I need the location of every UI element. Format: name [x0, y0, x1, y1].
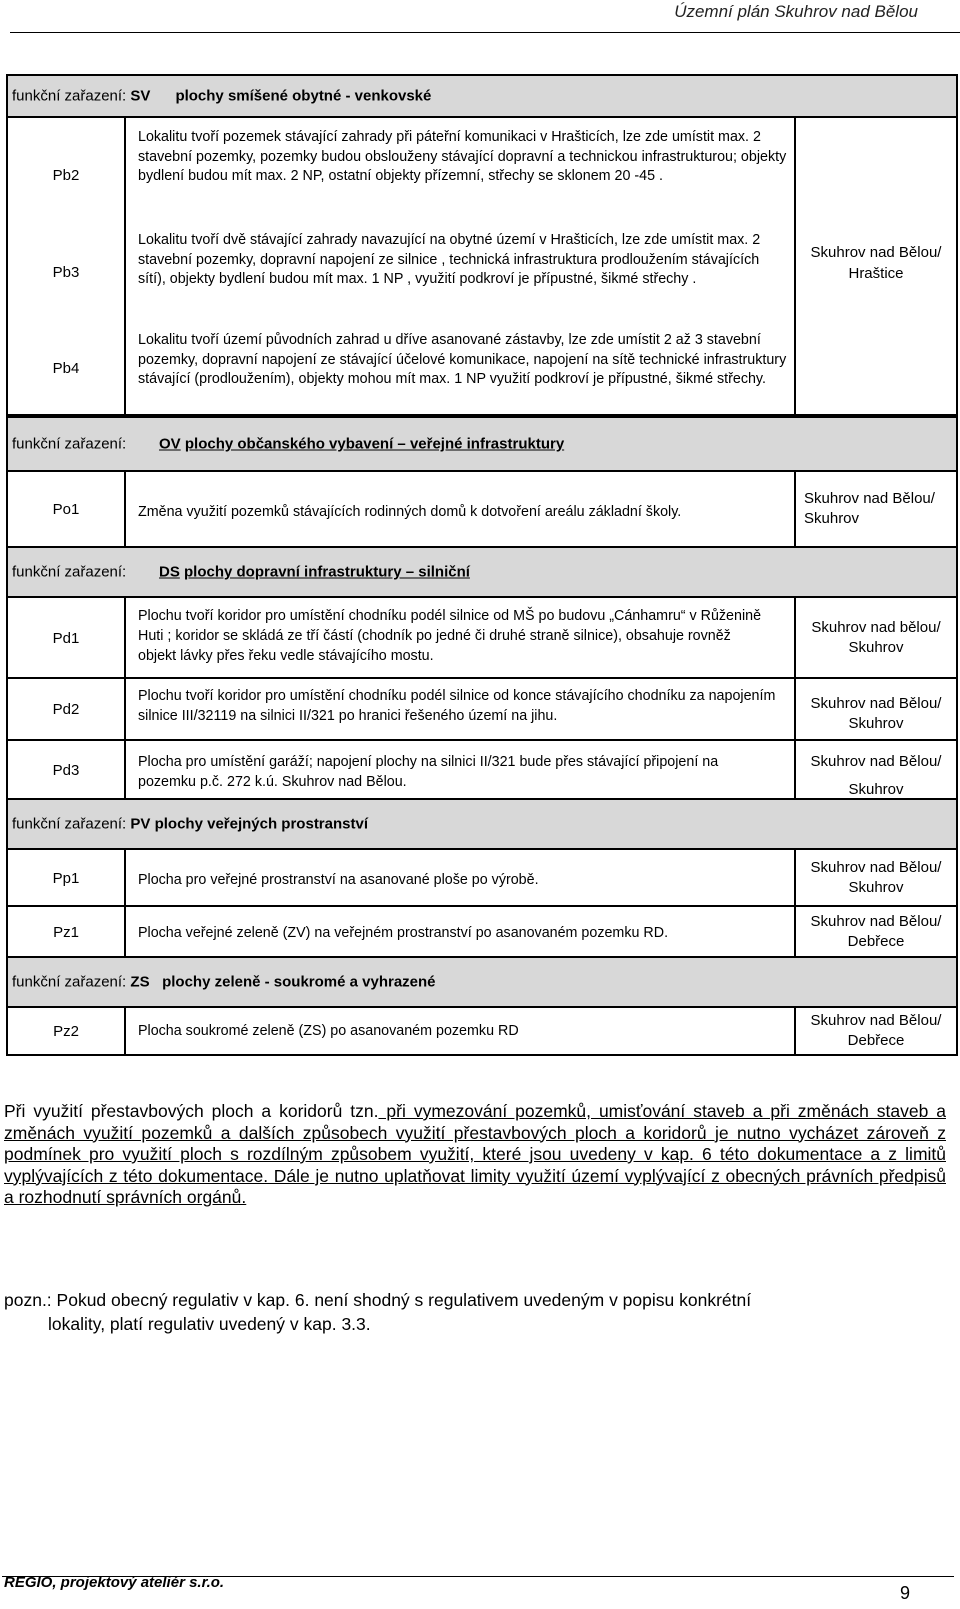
location-cell-pd2	[796, 694, 956, 734]
row-rule	[8, 677, 956, 679]
row-id-pz1: Pz1	[53, 924, 79, 941]
section-zs-header	[6, 956, 958, 1008]
location-line: Skuhrov nad Bělou/	[810, 1012, 942, 1029]
table-row-pz2	[6, 1006, 958, 1056]
note-line-1: pozn.: Pokud obecný regulativ v kap. 6. není shodný s regulativem uvedeným v popisu konkrétní	[4, 1290, 752, 1310]
location-cell-pd3	[796, 748, 956, 804]
location-line: Debřece	[847, 933, 905, 950]
location-line: Skuhrov nad Bělou/	[810, 859, 942, 876]
row-rule	[8, 739, 956, 741]
location-cell-pp1	[796, 858, 956, 898]
row-id-pb4: Pb4	[52, 359, 80, 377]
location-line: Skuhrov nad Bělou/	[804, 490, 935, 507]
row-desc: Plocha soukromé zeleně (ZS) po asanovaném pozemku RD	[138, 1023, 519, 1039]
section-ds-header	[6, 546, 958, 598]
section-code: DS	[159, 563, 180, 581]
row-id-pb2: Pb2	[52, 166, 80, 184]
section-sv-header	[6, 74, 958, 118]
section-code: ZS	[130, 973, 150, 991]
section-prefix: funkční zařazení:	[12, 563, 127, 581]
row-desc-pb4: Lokalitu tvoří území původních zahrad u dříve asanované zástavby, lze zde umístit 2 až 3 stavební pozemky, dopravní napojení ze stávající účelové komunikace, napojení na sítě technické infrastruktury stávající (prodloužením), objekty mohou mít max. 1 NP využití podkroví je přípustné, šikmé střechy.	[138, 332, 787, 387]
conditions-paragraph	[4, 1101, 946, 1209]
section-title: plochy zeleně - soukromé a vyhrazené	[162, 973, 436, 991]
section-prefix: funkční zařazení:	[12, 87, 127, 105]
section-title: plochy občanského vybavení – veřejné infrastruktury	[184, 435, 565, 453]
divider	[124, 850, 126, 956]
section-title: plochy veřejných prostranství	[154, 815, 368, 833]
section-code: SV	[130, 87, 151, 105]
location-line: Skuhrov	[848, 781, 904, 798]
row-desc-pp1: Plocha pro veřejné prostranství na asanované ploše po výrobě.	[138, 872, 539, 888]
divider	[124, 598, 126, 798]
document-header-title: Územní plán Skuhrov nad Bělou	[674, 2, 918, 21]
section-code: PV	[130, 815, 151, 833]
section-title: plochy smíšené obytné - venkovské	[175, 87, 432, 105]
divider	[124, 118, 126, 414]
location-line: Skuhrov nad Bělou/	[810, 913, 942, 930]
pb-block	[6, 116, 958, 416]
note-paragraph	[4, 1288, 946, 1336]
row-id-pp1: Pp1	[52, 869, 80, 887]
location-line: Skuhrov	[848, 879, 904, 896]
footer-company	[4, 1574, 224, 1591]
row-desc-pd1: Plochu tvoří koridor pro umístění chodníku podél silnice od MŠ po budovu „Cánhamru“ v Růženině Huti ; koridor se skládá ze tří částí (chodník po jedné či druhé straně silnice), obsahuje rovněž objekt lávky přes řeku vedle stávajícího mostu.	[138, 608, 762, 664]
row-desc-pb2: Lokalitu tvoří pozemek stávající zahrady při páteřní komunikaci v Hrašticích, lze zde umístit max. 2 stavební pozemky, pozemky budou obslouženy stávající dopravní a technickou infrastrukturou; objekty bydlení budou mít max. 2 NP, ostatní objekty přízemní, střechy se sklonem 20 -45 .	[138, 129, 787, 184]
location-line: Skuhrov	[848, 715, 904, 732]
location-line: Debřece	[847, 1032, 905, 1049]
location-line: Skuhrov	[848, 639, 904, 656]
page-number: 9	[900, 1583, 911, 1603]
section-prefix: funkční zařazení:	[12, 435, 127, 453]
section-ov-header	[6, 416, 958, 472]
row-rule	[8, 905, 956, 907]
footer-company-suffix: projektový ateliér s.r.o.	[56, 1574, 225, 1591]
section-prefix: funkční zařazení:	[12, 815, 127, 833]
location-line: Skuhrov	[804, 510, 860, 527]
section-title: plochy dopravní infrastruktury – silniční	[184, 563, 470, 581]
paragraph-part-2-underlined: při vymezování pozemků, umisťování staveb a při změnách staveb a změnách využití pozemků a dalších způsobech využití přestavbových ploch a koridorů je nutno vycházet zároveň z podmínek pro využití ploch s rozdílným způsobem využití, které jsou uvedeny v kap. 6 této dokumentace a z limitů vyplývajících z této dokumentace. Dále je nutno uplatňovat limity využití území vyplývající z obecných právních předpisů a rozhodnutí správních orgánů.	[4, 1101, 946, 1207]
note-line-2: lokality, platí regulativ uvedený v kap. 3.3.	[48, 1314, 371, 1334]
row-desc-pd2: Plochu tvoří koridor pro umístění chodníku podél silnice od konce stávajícího chodníku za napojením silnice III/32119 na silnici II/321 po hranici řešeného území na jihu.	[138, 688, 776, 724]
location-line: Skuhrov nad bělou/	[811, 619, 941, 636]
row-desc: Změna využití pozemků stávajících rodinných domů k dotvoření areálu základní školy.	[138, 504, 682, 520]
pv-block	[6, 848, 958, 958]
location-cell	[794, 472, 956, 546]
location-line: Skuhrov nad Bělou/	[810, 695, 942, 712]
footer-company-name: REGIO,	[4, 1574, 57, 1591]
location-line: Skuhrov nad Bělou/	[810, 244, 942, 261]
section-prefix: funkční zařazení:	[12, 973, 127, 991]
location-line: Skuhrov nad Bělou/	[810, 753, 942, 770]
pd-block	[6, 596, 958, 800]
row-id-pb3: Pb3	[52, 263, 80, 281]
row-id: Pz2	[8, 1008, 126, 1054]
paragraph-part-1: Při využití přestavbových ploch a koridorů tzn.	[4, 1101, 379, 1121]
row-id: Po1	[8, 472, 126, 546]
location-cell-pb	[796, 242, 956, 284]
location-cell	[794, 1008, 956, 1054]
row-desc-pb3: Lokalitu tvoří dvě stávající zahrady navazující na obytné území v Hrašticích, lze zde umístit max. 2 stavební pozemky, dopravní napojení ze silnice , technická infrastruktura prodloužením stávajících sítí), objekty bydlení budou mít max. 1 NP , využití podkroví je přípustné, šikmé střechy .	[138, 232, 761, 287]
location-cell-pd1	[796, 618, 956, 658]
section-code: OV	[159, 435, 181, 453]
location-cell-pz1	[796, 912, 956, 952]
row-id-pd3: Pd3	[52, 762, 80, 779]
location-line: Hraštice	[848, 265, 904, 282]
row-id-pd2: Pd2	[52, 700, 80, 718]
header-rule	[10, 32, 960, 33]
table-row-po1	[6, 470, 958, 548]
section-pv-header	[6, 798, 958, 850]
row-desc-pz1: Plocha veřejné zeleně (ZV) na veřejném prostranství po asanovaném pozemku RD.	[138, 925, 669, 941]
row-id-pd1: Pd1	[52, 629, 80, 647]
row-desc-pd3: Plocha pro umístění garáží; napojení plochy na silnici II/321 bude přes stávající připojení na pozemku p.č. 272 k.ú. Skuhrov nad Bělou.	[138, 754, 719, 790]
